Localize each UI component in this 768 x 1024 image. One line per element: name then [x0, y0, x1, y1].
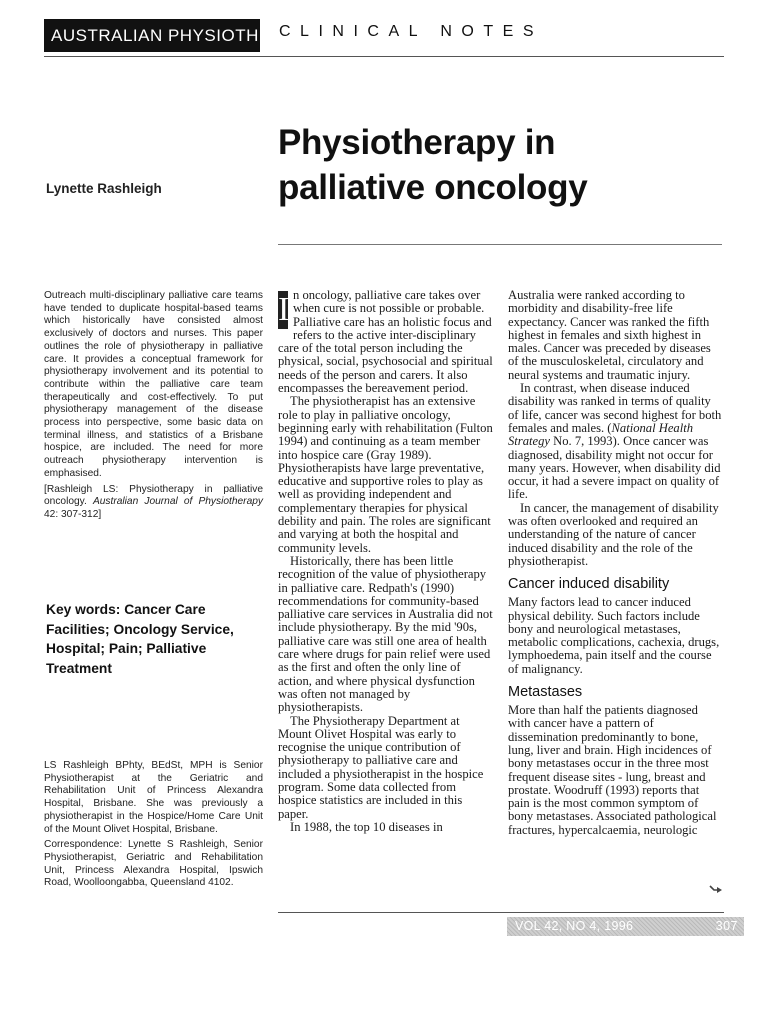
subheading-cancer-induced-disability: Cancer induced disability [508, 576, 670, 593]
body-paragraph-3: Historically, there has been little recognition of the value of physiotherapy in palliative care. Redpath's (1990) recommendations for community-based palliative care services in Australia did not include physiotherapy. By the mid '90s, palliative care was still one area of health care where drugs for pain relief were used as the first and often the only line of action, and where physical dysfunction was often not managed by physiotherapists. [278, 553, 493, 715]
abstract [44, 290, 263, 525]
abstract-citation [44, 484, 263, 522]
title-line-1: Physiotherapy in [278, 123, 556, 162]
body-paragraph-6: Australia were ranked according to morbidity and disability-free life expectancy. Cancer was ranked the fifth highest in females and sixth highest in males. Cancer was preceded by diseases of the musculoskeletal, circulatory and neural systems and traumatic injury. [508, 288, 711, 382]
page-number: 307 [715, 919, 738, 933]
footer-rule [278, 912, 724, 913]
author-name: Lynette Rashleigh [46, 181, 162, 196]
body-paragraph-7 [508, 382, 722, 502]
article-title [278, 120, 698, 210]
continue-arrow-icon [709, 883, 723, 893]
paragraph-7-text-b: No. 7, 1993). Once cancer was diagnosed, disability might not occur for many years. However, when disability did occur, it had a severe impact on quality of life. [508, 434, 721, 502]
body-column-1 [278, 289, 494, 834]
author-bio [44, 760, 263, 893]
drop-cap: I [278, 291, 290, 328]
paragraph-1-text: n oncology, palliative care takes over when cure is not possible or probable. Palliative care has an holistic focus and refers to the active inter-disciplinary care of the total person including the physical, social, psychosocial and spiritual needs of the person and carers. It also encompasses the bereavement period. [278, 288, 493, 396]
body-paragraph-5: In 1988, the top 10 diseases in [290, 819, 443, 834]
title-rule [278, 244, 722, 245]
body-paragraph-10: More than half the patients diagnosed with cancer have a pattern of dissemination predominantly to bone, lung, liver and brain. High incidences of bony metastases occur in the three most frequent disease sites - lung, breast and prostate. Woodruff (1993) reports that pain is the most common symptom of bony metastases. Associated pathological fractures, hypercalcaemia, neurologic [508, 703, 717, 837]
bio-about: LS Rashleigh BPhty, BEdSt, MPH is Senior Physiotherapist at the Geriatric and Rehabilitation Unit of Princess Alexandra Hospital, Brisbane. She was previously a physiotherapist in the Hospice/Home Care Unit of the Mount Olivet Hospital, Brisbane. [44, 760, 263, 835]
paragraph-7-reference: National Health Strategy [508, 420, 694, 449]
bio-correspondence: Correspondence: Lynette S Rashleigh, Senior Physiotherapist, Geriatric and Rehabilitation Unit, Princess Alexandra Hospital, Ipswich Road, Woolloongabba, Queensland 4102. [44, 839, 263, 889]
citation-prefix: [Rashleigh LS: Physiotherapy in palliative oncology. [44, 483, 263, 508]
subheading-metastases: Metastases [508, 684, 583, 701]
keywords: Key words: Cancer Care Facilities; Oncology Service, Hospital; Pain; Palliative Treatment [46, 602, 234, 676]
page-footer [507, 917, 744, 936]
body-paragraph-2: The physiotherapist has an extensive role to play in palliative oncology, beginning early with rehabilitation (Fulton 1994) and continuing as a team member into hospice care (Gray 1989). Physiotherapists have large preventative, educative and supportive roles to play as well as providing independent and complementary therapies for physical debility and pain. The roles are significant and varying at both the hospital and community levels. [278, 394, 493, 555]
body-paragraph-4: The Physiotherapy Department at Mount Olivet Hospital was early to recognise the unique contribution of physiotherapy to palliative care and included a physiotherapist in the hospice program. Some data collected from hospice statistics are included in this paper. [278, 713, 484, 821]
body-paragraph-8: In cancer, the management of disability was often overlooked and required an understanding of the nature of cancer induced disability and the role of the physiotherapist. [508, 500, 719, 568]
body-paragraph-1 [278, 289, 494, 395]
abstract-text: Outreach multi-disciplinary palliative care teams have tended to duplicate hospital-based teams which historically have consisted almost exclusively of doctors and nurses. This paper outlines the role of physiotherapy in palliative care. It provides a conceptual framework for physiotherapy involvement and its potential to contribute within the palliative care team therapeutically and cost-effectively. To put physiotherapy management of the disease process into perspective, some basic data on terminal illness, and statistics of a Brisbane hospice, are included. The need for more outreach physiotherapy intervention is emphasised. [44, 290, 263, 479]
header-rule [44, 56, 724, 57]
body-column-2 [508, 289, 722, 837]
section-heading: CLINICAL NOTES [279, 23, 543, 40]
journal-masthead: AUSTRALIAN PHYSIOTHERAPY [44, 19, 260, 52]
volume-info: VOL 42, NO 4, 1996 [515, 919, 634, 933]
citation-suffix: 42: 307-312] [44, 508, 102, 520]
title-line-2: palliative oncology [278, 168, 588, 207]
citation-journal: Australian Journal of Physiotherapy [92, 496, 263, 508]
body-paragraph-9: Many factors lead to cancer induced physical debility. Such factors include bony and neurological metastases, metabolic complications, cachexia, drugs, lymphoedema, pain itself and the course of malignancy. [508, 595, 720, 676]
paragraph-7-text-a: In contrast, when disease induced disability was ranked in terms of quality of life, cancer was second highest for both females and males. ( [508, 381, 722, 435]
